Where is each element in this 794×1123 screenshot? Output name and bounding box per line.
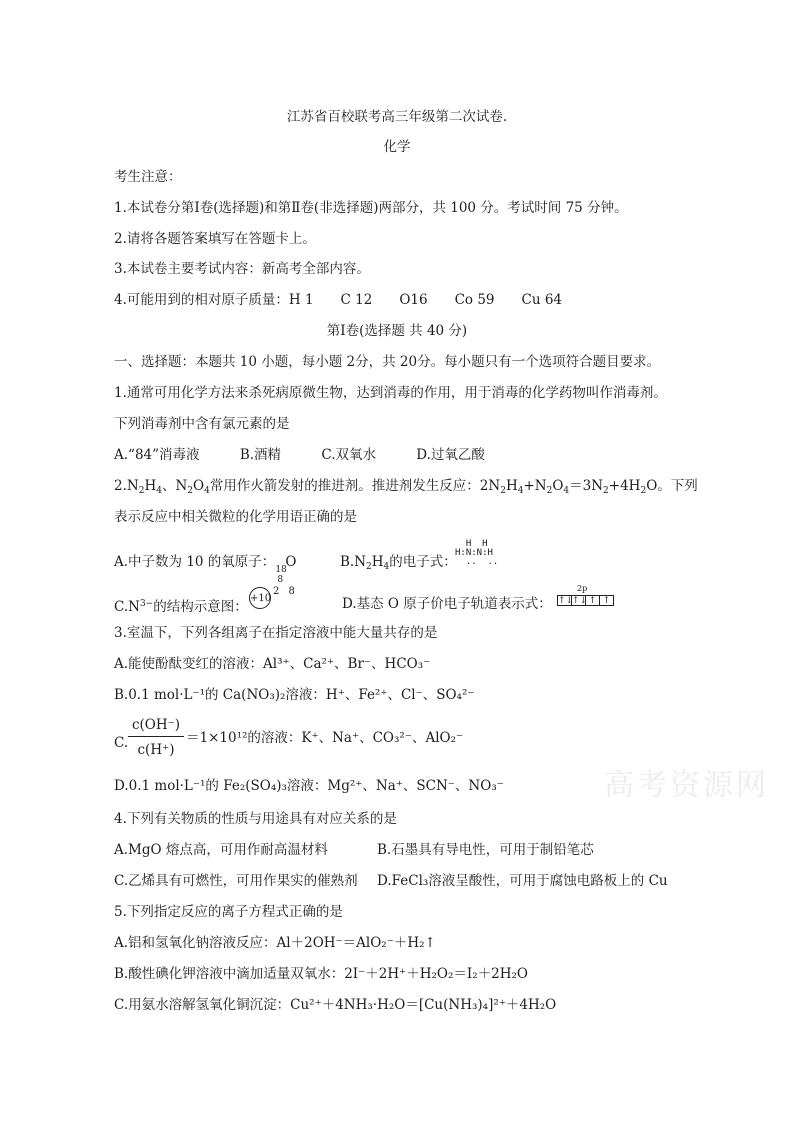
exam-title: 江苏省百校联考高三年级第二次试卷.: [286, 109, 508, 125]
q3-option-b: B.0.1 mol·L⁻¹的 Ca(NO₃)₂溶液：H⁺、Fe²⁺、Cl⁻、SO₄²⁻: [114, 687, 475, 703]
q3-option-d: D.0.1 mol·L⁻¹的 Fe₂(SO₄)₃溶液：Mg²⁺、Na⁺、SCN⁻、NO₃⁻: [114, 778, 504, 794]
q1-stem-line1: 1.通常可用化学方法来杀死病原微生物，达到消毒的作用，用于消毒的化学药物叫作消毒剂。: [114, 385, 667, 401]
fraction-bar: [128, 736, 184, 737]
fraction-numerator: c(OH⁻): [131, 717, 181, 733]
section-heading: 一、选择题：本题共 10 小题，每小题 2分，共 20分。每小题只有一个选项符合题目要求。: [114, 354, 661, 370]
q5-option-a: A.铝和氢氧化钠溶液反应：Al＋2OH⁻＝AlO₂⁻＋H₂↑: [114, 935, 436, 951]
fraction-denominator: c(H⁺): [137, 742, 175, 758]
notice-heading: 考生注意：: [114, 169, 182, 185]
notice-item-1: 1.本试卷分第Ⅰ卷(选择题)和第Ⅱ卷(非选择题)两部分，共 100 分。考试时间 75 分钟。: [114, 200, 628, 216]
q3-option-a: A.能使酚酞变红的溶液：Al³⁺、Ca²⁺、Br⁻、HCO₃⁻: [114, 656, 431, 672]
q5-stem: 5.下列指定反应的离子方程式正确的是: [114, 904, 343, 920]
notice-item-3: 3.本试卷主要考试内容：新高考全部内容。: [114, 261, 370, 277]
notice-item-4: 4.可能用到的相对原子质量：H 1 C 12 O16 Co 59 Cu 64: [114, 292, 562, 308]
q1-option-d: D.过氧乙酸: [416, 447, 485, 463]
q2-option-c: $C.N^{3-}$的结构示意图：: [114, 599, 248, 615]
q3-option-c-rest: ＝1×10¹²的溶液：K⁺、Na⁺、CO₃²⁻、AlO₂⁻: [186, 730, 464, 746]
orbital-label: 2p: [577, 584, 588, 593]
notice-item-2: 2.请将各题答案填写在答题卡上。: [114, 231, 316, 247]
q1-option-c: C.双氧水: [321, 447, 376, 463]
q2-stem-line2: 表示反应中相关微粒的化学用语正确的是: [114, 509, 357, 525]
orbital-diagram: [557, 595, 613, 606]
q2-option-a: A.中子数为 10 的氧原子： 18 8 O: [114, 554, 297, 585]
q1-option-b: B.酒精: [239, 447, 282, 463]
q1-option-a: A.“84”消毒液: [114, 447, 200, 463]
q5-option-c: C.用氨水溶解氢氧化铜沉淀：Cu²⁺＋4NH₃·H₂O＝[Cu(NH₃)₄]²⁺＋4H₂O: [114, 997, 557, 1013]
orbital-box-1: ↑↓: [558, 596, 574, 606]
q1-options: [114, 446, 485, 464]
q2-stem-line1: $2.N_2H_4$、$N_2O_4$常用作火箭发射的推进剂。推进剂发生反应：$2N_2H_4+N_2O_4=3N_2+4H_2O$。下列: [114, 478, 698, 496]
electron-dot-formula: H H H:N:N:H .. ..: [455, 539, 499, 567]
orbital-box-2: ↑↓: [572, 596, 588, 606]
q3-stem: 3.室温下，下列各组离子在指定溶液中能大量共存的是: [114, 625, 438, 641]
watermark: 高考资源网: [604, 768, 769, 803]
q4-option-d: D.FeCl₃溶液呈酸性，可用于腐蚀电路板上的 Cu: [377, 873, 668, 889]
q4-option-a: A.MgO 熔点高，可用作耐高温材料: [114, 842, 328, 858]
q4-option-b: B.石墨具有导电性，可用于制铅笔芯: [377, 842, 594, 858]
orbital-box-4: ↑: [599, 595, 614, 606]
q2-option-b: $B.N_2H_4$的电子式：: [340, 554, 457, 572]
q1-stem-line2: 下列消毒剂中含有氯元素的是: [114, 416, 290, 432]
subject-title: 化学: [383, 139, 411, 155]
q5-option-b: B.酸性碘化钾溶液中滴加适量双氧水：2I⁻＋2H⁺＋H₂O₂＝I₂＋2H₂O: [114, 966, 528, 982]
q4-option-c: C.乙烯具有可燃性，可用作果实的催熟剂: [114, 873, 358, 889]
orbital-box-3: ↑: [585, 595, 600, 606]
electron-shells: 2 8: [273, 586, 298, 597]
nucleus-diagram: +10: [249, 587, 271, 609]
part1-title: 第Ⅰ卷(选择题 共 40 分): [326, 323, 468, 339]
q3-option-c-prefix: C.: [114, 735, 129, 751]
q4-stem: 4.下列有关物质的性质与用途具有对应关系的是: [114, 811, 397, 827]
q2-option-d: D.基态 O 原子价电子轨道表示式：: [342, 596, 552, 612]
